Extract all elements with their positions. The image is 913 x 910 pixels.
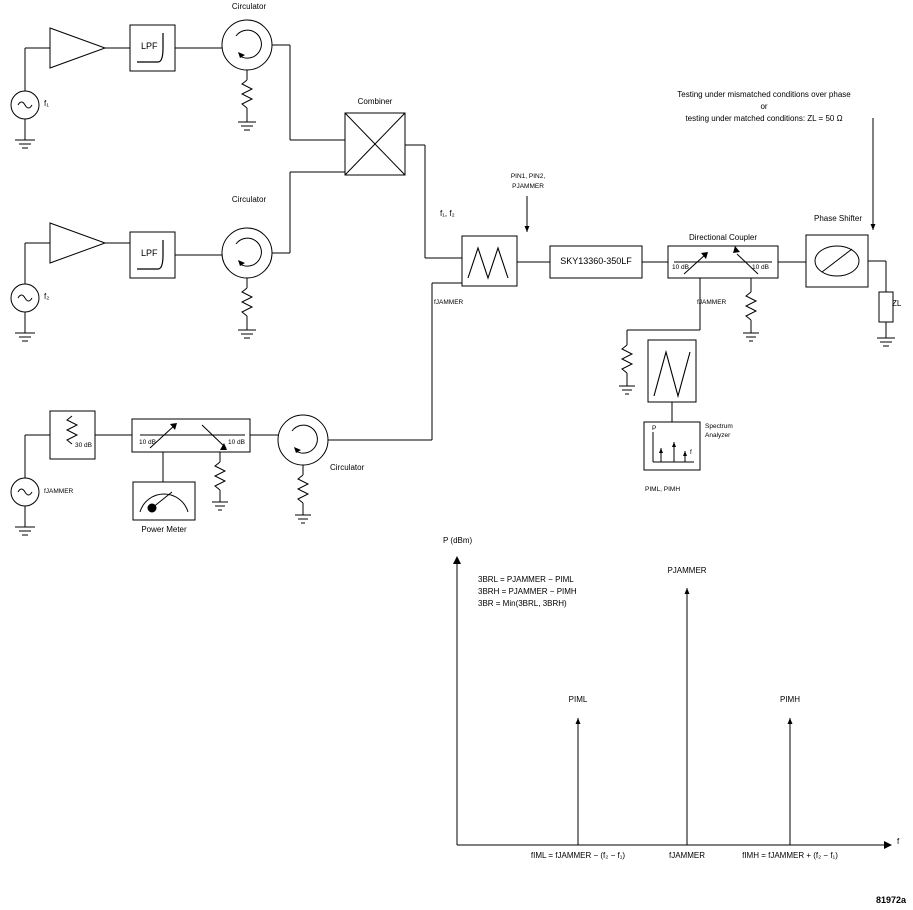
plot-x-axis-label: f (897, 837, 900, 846)
fjammer-in-label: fJAMMER (434, 299, 464, 306)
phase-shifter-label: Phase Shifter (813, 214, 863, 223)
fjammer-coupled-label: fJAMMER (697, 299, 727, 306)
coupler-10db-left-label: 10 dB (139, 439, 156, 446)
source-f1-label: f₁ (44, 99, 49, 108)
dc-10db-right-label: 10 dB (752, 264, 769, 271)
plot-equation-2: 3BR = Min(3BRL, 3BRH) (478, 599, 567, 608)
dc-10db-left-label: 10 dB (672, 264, 689, 271)
source-fjammer-label: fJAMMER (44, 488, 74, 495)
sa-p-axis-label: P (652, 425, 657, 432)
plot-tone-label-2: PIMH (780, 695, 800, 704)
coupler-10db-right-label: 10 dB (228, 439, 245, 446)
zl-label: ZL (892, 299, 902, 308)
sa-f-axis-label: f (690, 449, 692, 456)
figure-id: 81972a (875, 895, 906, 905)
mismatch-note-line2: or (760, 102, 768, 111)
plot-tick-label-2: fIMH = fJAMMER + (f₂ − f₁) (742, 851, 838, 860)
plot-tick-label-1: fJAMMER (669, 851, 705, 860)
source-f2-label: f₂ (44, 292, 50, 301)
sa-output-label: PIML, PIMH (645, 486, 681, 493)
lpf1-label: LPF (141, 41, 158, 51)
power-meter-label: Power Meter (141, 525, 187, 534)
power-in-label-2: PJAMMER (512, 183, 544, 190)
mismatch-note-line3: testing under matched conditions: ZL = 50 Ω (685, 114, 843, 123)
plot-tone-label-1: PJAMMER (667, 566, 707, 575)
combiner-label: Combiner (357, 97, 393, 106)
plot-equation-0: 3BRL = PJAMMER − PIML (478, 575, 574, 584)
plot-equation-1: 3BRH = PJAMMER − PIMH (478, 587, 577, 596)
mismatch-note-line1: Testing under mismatched conditions over phase (677, 90, 851, 99)
directional-coupler-label: Directional Coupler (688, 233, 758, 242)
spectrum-analyzer-label-1: Spectrum (705, 423, 733, 430)
spectrum-analyzer-label-2: Analyzer (705, 432, 731, 439)
circulator2-label: Circulator (231, 195, 267, 204)
plot-tone-label-0: PIML (568, 695, 588, 704)
circulator1-label: Circulator (231, 2, 267, 11)
power-in-label: PIN1, PIN2, (510, 173, 546, 180)
plot-y-axis-label: P (dBm) (443, 536, 473, 545)
circulator3-label: Circulator (330, 463, 365, 472)
dut-label: SKY13360-350LF (560, 256, 632, 266)
attenuator-30db-label: 30 dB (75, 442, 92, 449)
lpf2-label: LPF (141, 248, 158, 258)
f1f2-label: f₁, f₂ (440, 209, 455, 218)
plot-tick-label-0: fIML = fJAMMER − (f₂ − f₁) (530, 851, 626, 860)
